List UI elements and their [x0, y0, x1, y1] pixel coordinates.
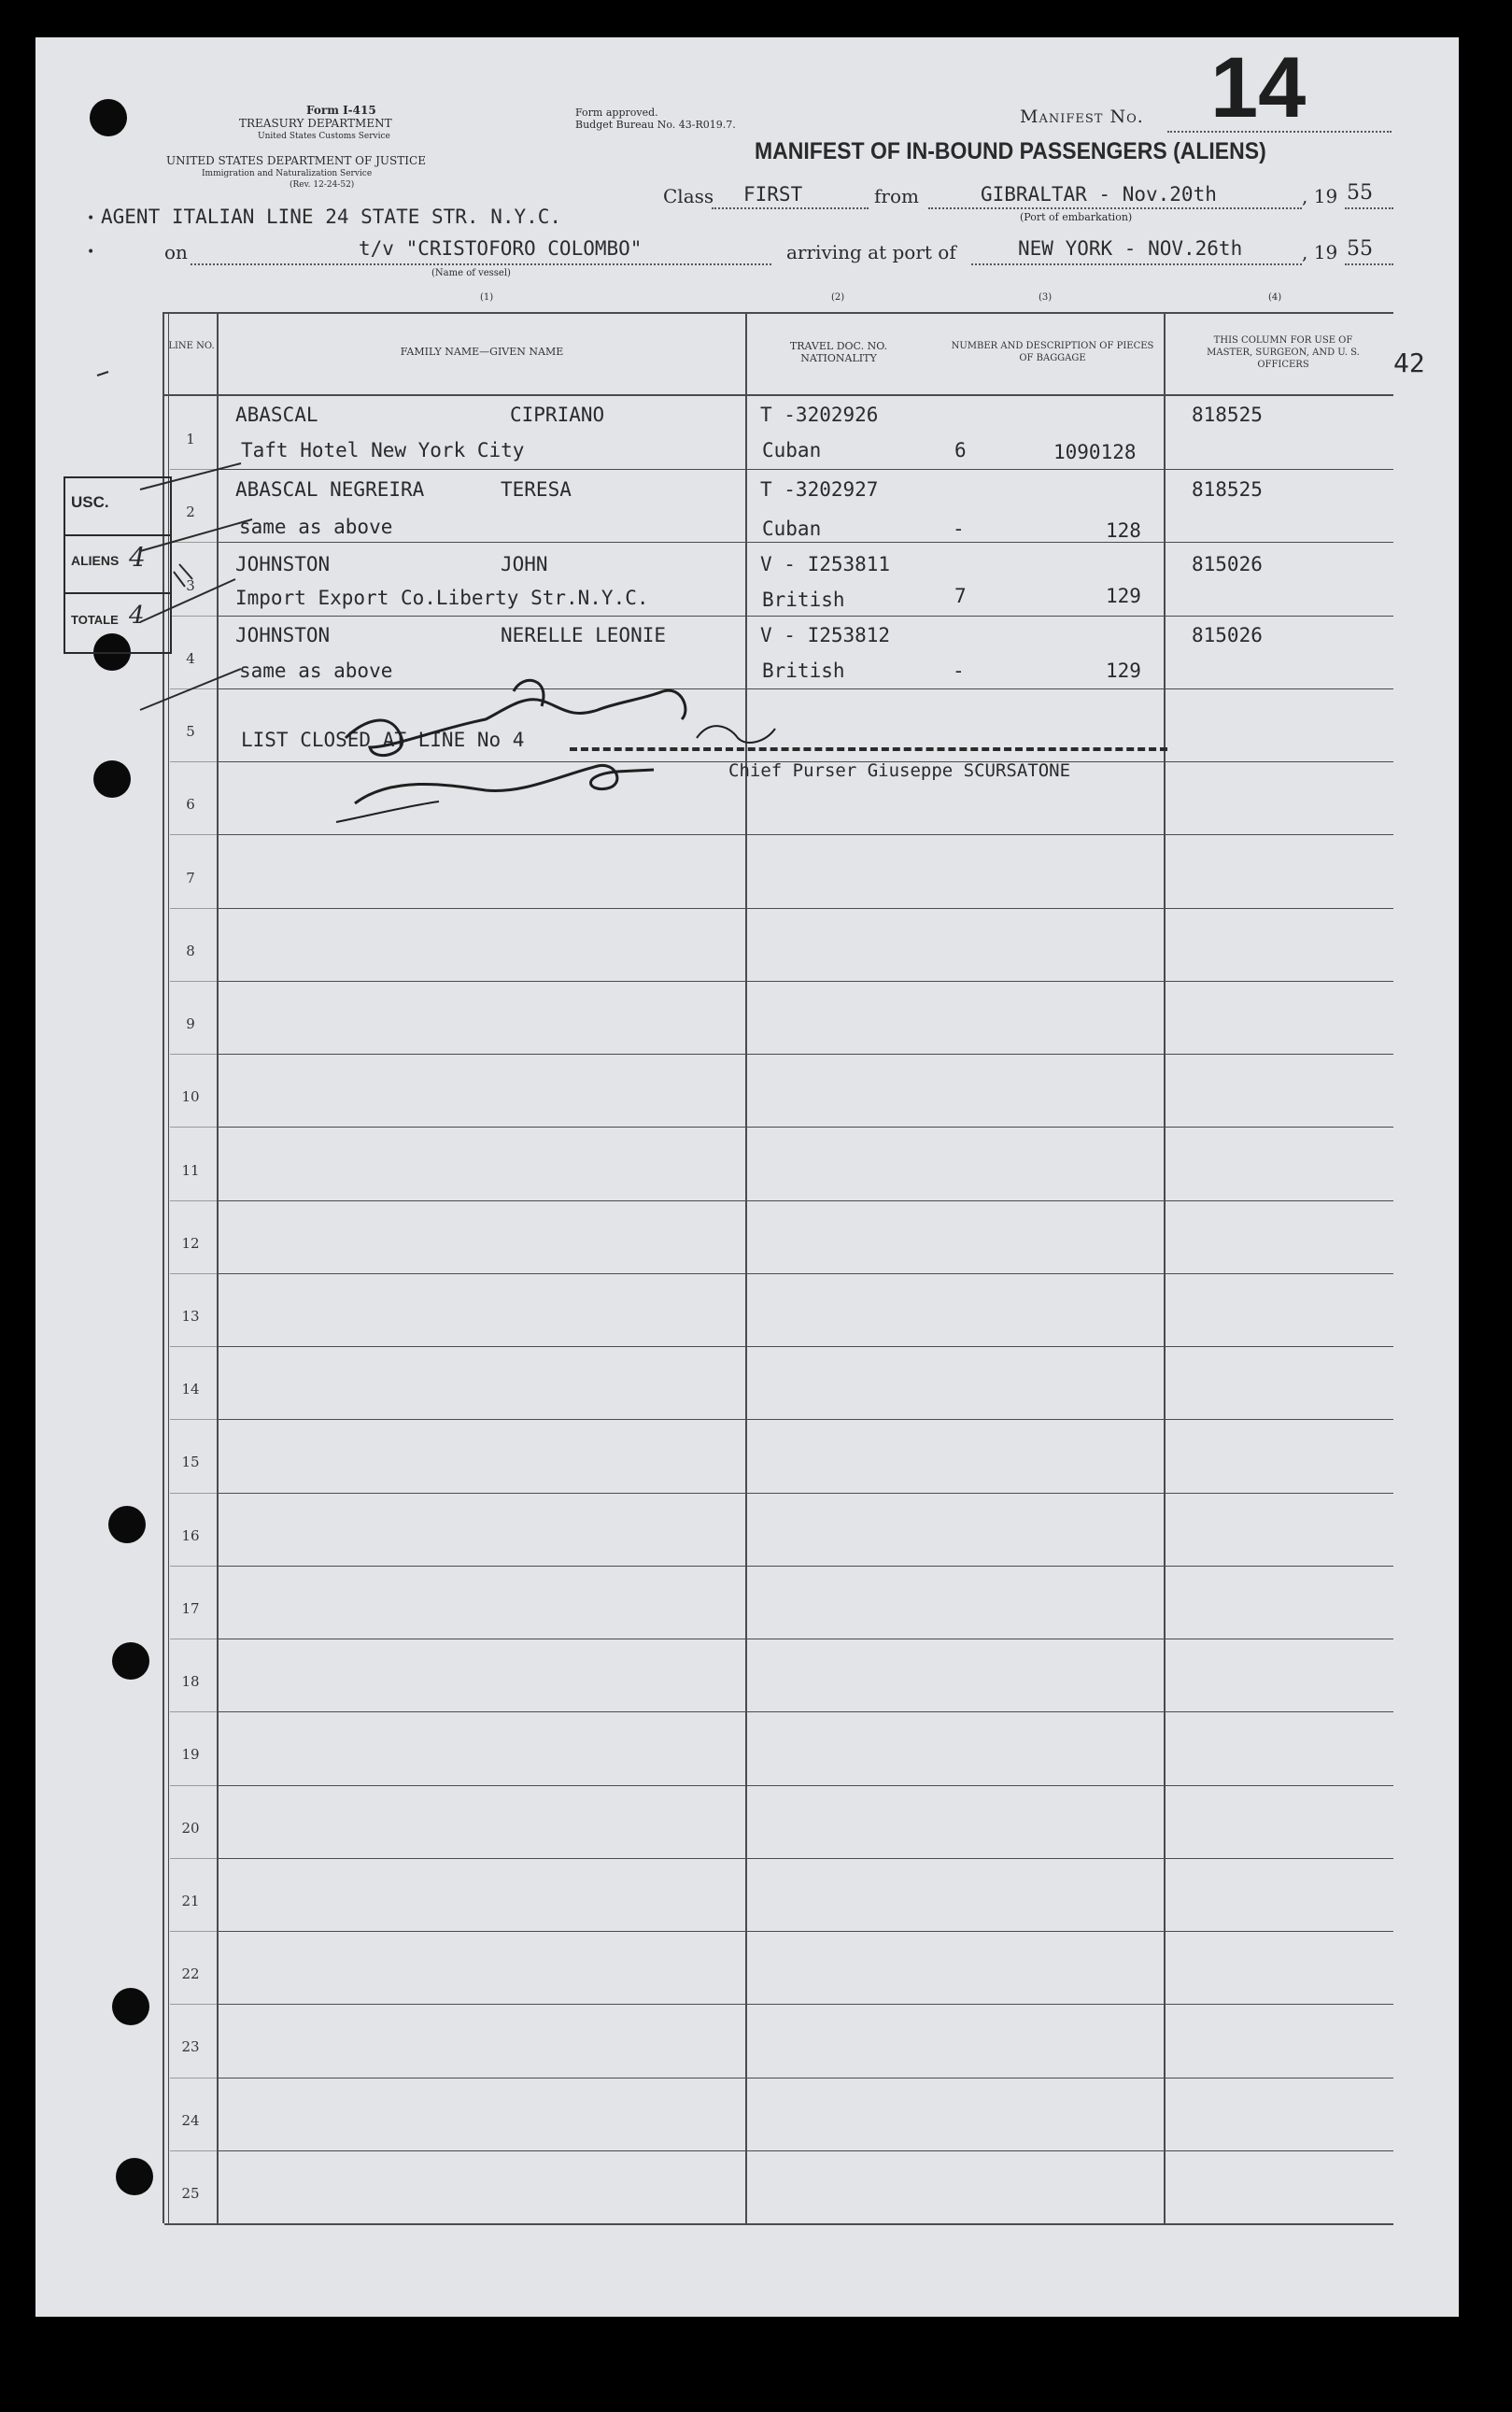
list-closed-statement: LIST CLOSED AT LINE No 4 — [241, 729, 525, 751]
form-number: Form I-415 — [306, 104, 376, 117]
manifest-no-label: Manifest No. — [1020, 106, 1144, 127]
line-number: 20 — [181, 1820, 200, 1837]
officer-number: 815026 — [1192, 553, 1263, 575]
line-number: 5 — [186, 723, 195, 740]
line-number: 24 — [181, 2112, 200, 2129]
given-name: JOHN — [501, 553, 548, 575]
arriving-label: arriving at port of — [786, 241, 956, 263]
family-name: JOHNSTON — [235, 553, 331, 575]
arriving-value: NEW YORK - NOV.26th — [1018, 237, 1243, 260]
class-value: FIRST — [743, 183, 803, 206]
officer-number: 815026 — [1192, 624, 1263, 646]
vessel-name: t/v "CRISTOFORO COLOMBO" — [359, 237, 643, 260]
family-name: ABASCAL — [235, 404, 318, 426]
line-number: 13 — [181, 1308, 200, 1325]
line-number: 3 — [186, 577, 195, 594]
stamp-usc: USC. — [71, 493, 109, 511]
stamp-total-count: 4 — [129, 602, 145, 630]
given-name: NERELLE LEONIE — [501, 624, 667, 646]
column-number-2: (2) — [831, 292, 845, 303]
nationality: Cuban — [762, 518, 822, 540]
line-number: 22 — [181, 1965, 200, 1982]
line-number: 9 — [186, 1015, 195, 1032]
manifest-number: 14 — [1210, 40, 1307, 135]
line-number: 17 — [181, 1600, 200, 1617]
line-number: 7 — [186, 870, 195, 887]
line-number: 11 — [181, 1162, 200, 1179]
nationality: Cuban — [762, 439, 822, 461]
vessel-caption: (Name of vessel) — [431, 268, 511, 278]
column-number-3: (3) — [1039, 292, 1053, 303]
from-year: 55 — [1347, 181, 1373, 205]
revision-label: (Rev. 12-24-52) — [290, 180, 355, 190]
manifest-title: MANIFEST OF IN-BOUND PASSENGERS (ALIENS) — [755, 138, 1266, 164]
on-label: on — [164, 241, 188, 263]
line-number: 25 — [181, 2185, 200, 2202]
baggage-count: - — [953, 518, 965, 540]
nationality: British — [762, 660, 845, 682]
stamp-total: TOTALE — [71, 613, 119, 627]
address: Taft Hotel New York City — [241, 439, 525, 461]
baggage-desc: 129 — [1106, 660, 1141, 682]
line-number: 21 — [181, 1893, 200, 1909]
line-number: 14 — [181, 1381, 200, 1398]
line-number: 8 — [186, 943, 195, 959]
given-name: TERESA — [501, 478, 572, 501]
address: same as above — [239, 660, 393, 682]
family-name: ABASCAL NEGREIRA — [235, 478, 425, 501]
margin-page-number: 42 — [1393, 348, 1425, 378]
given-name: CIPRIANO — [510, 404, 605, 426]
baggage-desc: 129 — [1106, 585, 1141, 607]
line-number: 18 — [181, 1673, 200, 1690]
line-number: 4 — [186, 650, 195, 667]
line-number: 1 — [186, 431, 195, 447]
arriving-year: 55 — [1347, 237, 1373, 261]
line-number: 23 — [181, 2038, 200, 2055]
column-header-line-no: LINE NO. — [168, 341, 215, 351]
line-number: 19 — [181, 1746, 200, 1763]
travel-doc: V - I253812 — [760, 624, 891, 646]
stamp-aliens-count: 4 — [129, 542, 146, 573]
from-label: from — [874, 185, 919, 207]
column-header-officers: THIS COLUMN FOR USE OF MASTER, SURGEON, AND U. S. OFFICERS — [1207, 335, 1360, 370]
travel-doc: V - I253811 — [760, 553, 891, 575]
agent-line: AGENT ITALIAN LINE 24 STATE STR. N.Y.C. — [101, 206, 562, 228]
nationality: British — [762, 589, 845, 611]
baggage-desc: 1090128 — [1053, 441, 1137, 463]
year-prefix: , 19 — [1302, 185, 1338, 207]
column-header-name: FAMILY NAME—GIVEN NAME — [400, 346, 564, 358]
line-number: 15 — [181, 1454, 200, 1470]
on-bullet: • — [87, 245, 95, 260]
line-number: 12 — [181, 1235, 200, 1252]
from-value: GIBRALTAR - Nov.20th — [981, 183, 1217, 206]
agent-bullet: • — [87, 211, 95, 226]
baggage-count: 7 — [954, 585, 967, 607]
address: same as above — [239, 516, 393, 538]
line-number: 6 — [186, 796, 195, 813]
family-name: JOHNSTON — [235, 624, 331, 646]
chief-purser: Chief Purser Giuseppe SCURSATONE — [728, 760, 1071, 781]
column-number-1: (1) — [480, 292, 494, 303]
baggage-desc: 128 — [1106, 519, 1141, 542]
baggage-count: - — [953, 660, 965, 682]
column-number-4: (4) — [1268, 292, 1282, 303]
treasury-label: TREASURY DEPARTMENT — [239, 117, 392, 130]
line-number: 16 — [181, 1527, 200, 1544]
line-number: 10 — [181, 1088, 200, 1105]
baggage-count: 6 — [954, 439, 967, 461]
justice-label: UNITED STATES DEPARTMENT OF JUSTICE — [166, 154, 426, 167]
column-header-travel-doc: TRAVEL DOC. NO. NATIONALITY — [789, 340, 888, 364]
form-approved: Form approved. — [575, 106, 658, 119]
budget-bureau: Budget Bureau No. 43-R019.7. — [575, 119, 736, 131]
travel-doc: T -3202926 — [760, 404, 879, 426]
port-embarkation-caption: (Port of embarkation) — [1020, 211, 1133, 223]
column-header-baggage: NUMBER AND DESCRIPTION OF PIECES OF BAGGAGE — [951, 341, 1154, 363]
ins-label: Immigration and Naturalization Service — [202, 169, 373, 178]
officer-number: 818525 — [1192, 404, 1263, 426]
officer-number: 818525 — [1192, 478, 1263, 501]
class-label: Class — [663, 185, 714, 207]
arriving-year-prefix: , 19 — [1302, 241, 1338, 263]
stamp-aliens: ALIENS — [71, 553, 120, 568]
line-number: 2 — [186, 504, 195, 520]
address: Import Export Co.Liberty Str.N.Y.C. — [235, 587, 649, 609]
customs-label: United States Customs Service — [258, 132, 390, 141]
travel-doc: T -3202927 — [760, 478, 879, 501]
